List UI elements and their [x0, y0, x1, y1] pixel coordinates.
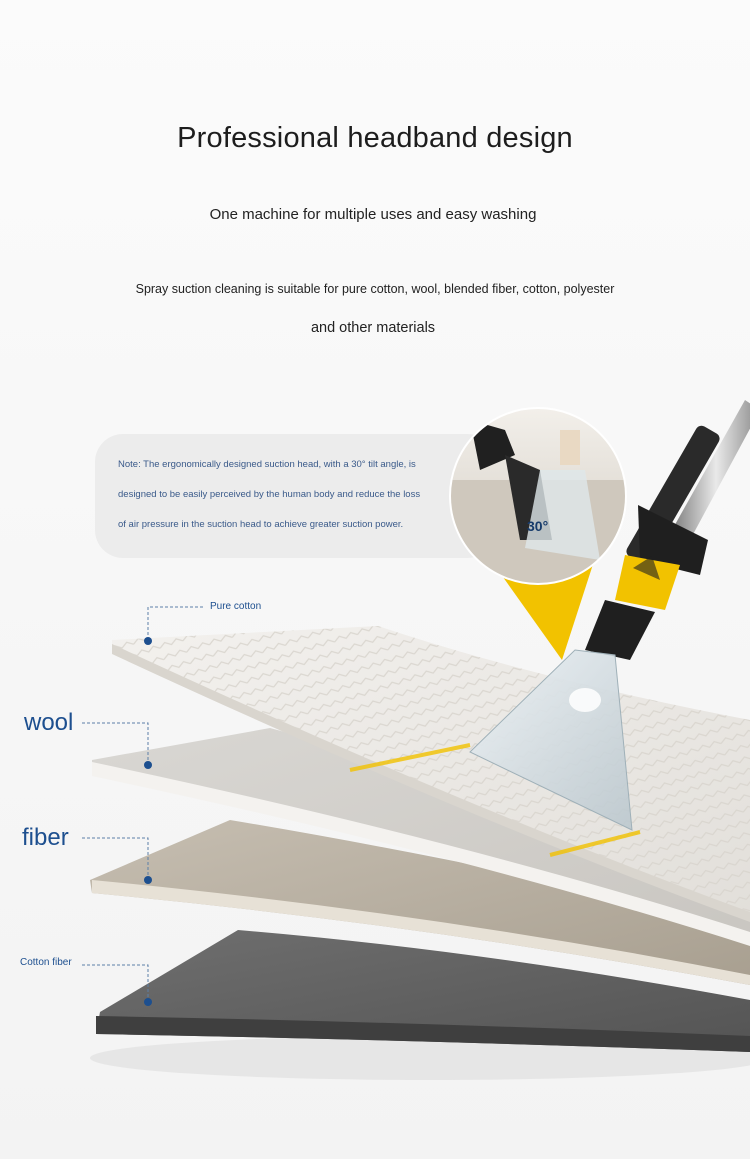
- label-wool: wool: [24, 709, 74, 736]
- dot-pure-cotton: [144, 637, 152, 645]
- note-line-1: Note: The ergonomically designed suction head, with a 30° tilt angle, is: [118, 459, 416, 470]
- label-pure-cotton: Pure cotton: [210, 601, 262, 612]
- dot-wool: [144, 761, 152, 769]
- angle-label: 30°: [527, 518, 549, 534]
- label-cotton-fiber: Cotton fiber: [20, 957, 72, 968]
- inset-photo: [440, 400, 640, 600]
- note-line-3: of air pressure in the suction head to achieve greater suction power.: [118, 519, 404, 530]
- description-line-2: and other materials: [310, 320, 436, 336]
- dot-fiber: [144, 876, 152, 884]
- dot-cotton-fiber: [144, 998, 152, 1006]
- page-title: Professional headband design: [177, 122, 573, 154]
- note-line-2: designed to be easily perceived by the human body and reduce the loss: [118, 489, 421, 500]
- label-fiber: fiber: [22, 824, 69, 851]
- page-subtitle: One machine for multiple uses and easy washing: [209, 206, 537, 223]
- description-line-1: Spray suction cleaning is suitable for pure cotton, wool, blended fiber, cotton, polyester: [135, 282, 615, 296]
